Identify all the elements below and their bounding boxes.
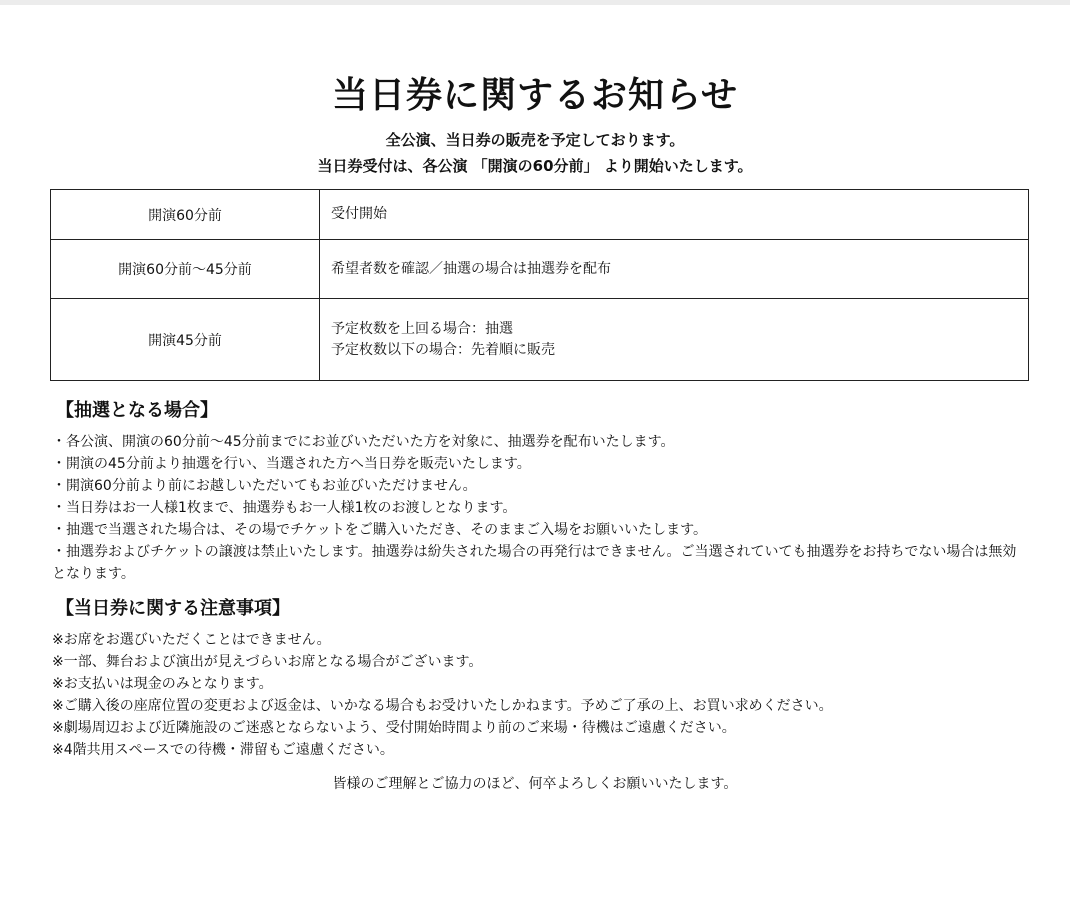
schedule-desc-line: 予定枚数を上回る場合：抽選 [331, 320, 513, 337]
lottery-list [52, 431, 1027, 585]
list-item: ・当日券はお一人様1枚まで、抽選券もお一人様1枚のお渡しとなります。 [52, 500, 517, 516]
list-item: ※劇場周辺および近隣施設のご迷惑とならないよう、受付開始時間より前のご来場・待機はご遠慮ください。 [52, 720, 736, 736]
schedule-desc-line: 受付開始 [331, 206, 387, 222]
schedule-desc [320, 240, 1029, 299]
schedule-time: 開演60分前 [51, 190, 320, 240]
schedule-row [51, 299, 1029, 381]
lottery-heading: 【抽選となる場合】 [56, 400, 218, 421]
list-item: ・開演の45分前より抽選を行い、当選された方へ当日券を販売いたします。 [52, 456, 531, 472]
intro-text [0, 127, 1070, 179]
schedule-table [50, 189, 1029, 381]
schedule-desc [320, 299, 1029, 381]
cautions-heading: 【当日券に関する注意事項】 [56, 598, 290, 619]
schedule-desc-line: 予定枚数以下の場合：先着順に販売 [331, 341, 555, 358]
list-item: ※一部、舞台および演出が見えづらいお席となる場合がございます。 [52, 654, 483, 670]
list-item: ・抽選券およびチケットの譲渡は禁止いたします。抽選券は紛失された場合の再発行はできません。ご当選されていても抽選券をお持ちでない場合は無効となります。 [52, 544, 1017, 582]
schedule-row [51, 240, 1029, 299]
schedule-time: 開演60分前〜45分前 [51, 240, 320, 299]
list-item: ※4階共用スペースでの待機・滞留もご遠慮ください。 [52, 742, 394, 758]
list-item: ※お支払いは現金のみとなります。 [52, 676, 273, 692]
schedule-desc [320, 190, 1029, 240]
intro-line: 全公演、当日券の販売を予定しております。 [385, 131, 685, 149]
list-item: ※お席をお選びいただくことはできません。 [52, 632, 331, 648]
schedule-time: 開演45分前 [51, 299, 320, 381]
closing-text: 皆様のご理解とご協力のほど、何卒よろしくお願いいたします。 [332, 776, 738, 792]
top-divider [0, 0, 1070, 5]
list-item: ・開演60分前より前にお越しいただいてもお並びいただけません。 [52, 478, 477, 494]
list-item: ・各公演、開演の60分前〜45分前までにお並びいただいた方を対象に、抽選券を配布いたします。 [52, 434, 675, 450]
list-item: ※ご購入後の座席位置の変更および返金は、いかなる場合もお受けいたしかねます。予めご了承の上、お買い求めください。 [52, 698, 833, 714]
intro-line: 当日券受付は、各公演 「開演の60分前」 より開始いたします。 [317, 157, 753, 175]
schedule-desc-line: 希望者数を確認／抽選の場合は抽選券を配布 [331, 260, 611, 277]
schedule-row [51, 190, 1029, 240]
list-item: ・抽選で当選された場合は、その場でチケットをご購入いただき、そのままご入場をお願いいたします。 [52, 522, 708, 538]
cautions-list [52, 629, 1027, 761]
notice-title: 当日券に関するお知らせ [332, 75, 738, 116]
